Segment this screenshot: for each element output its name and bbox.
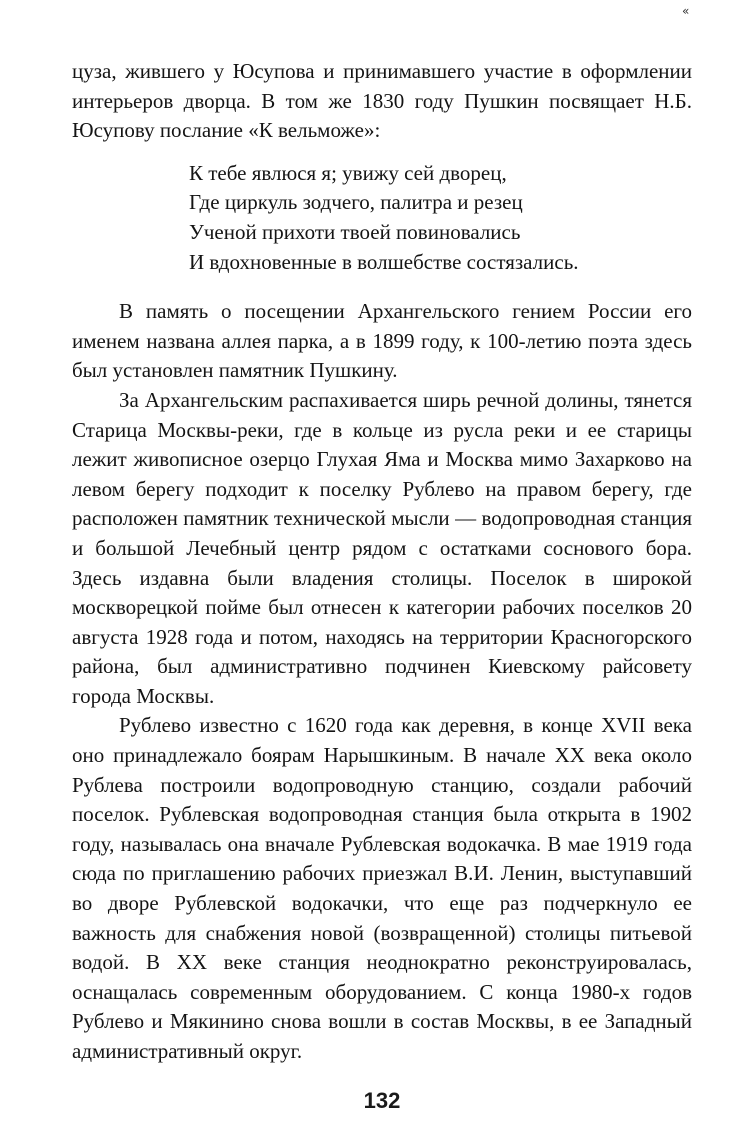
poem-line: К тебе явлюся я; увижу сей дворец, bbox=[189, 160, 507, 185]
paragraph-rublevo-valley: За Архангельским распахивается ширь речной долины, тянется Старица Москвы-реки, где в кольце из русла реки и ее старицы лежит живописное озерцо Глухая Яма и Москва мимо Захарково на левом берегу подходит к поселку Рублево на правом берегу, где расположен памятник технической мысли — водопроводная станция и большой Лечебный центр рядом с остатками соснового бора. Здесь издавна были владения столицы. Поселок в широкой москворецкой пойме был отнесен к категории рабочих поселков 20 августа 1928 года и потом, находясь на территории Красногорского района, был административно подчинен Киевскому райсовету города Москвы. bbox=[72, 387, 692, 708]
paragraph-pushkin-alley: В память о посещении Архангельского гением России его именем названа аллея парка, а в 1899 году, к 100-летию поэта здесь был установлен памятник Пушкину. bbox=[72, 299, 692, 383]
paragraph-rublevo-history: Рублево известно с 1620 года как деревня, в конце XVII века оно принадлежало боярам Нарышкиным. В начале XX века около Рублева построили водопроводную станцию, создали рабочий поселок. Рублевская водопроводная станция была открыта в 1902 году, называлась она вначале Рублевская водокачка. В мае 1919 года сюда по приглашению рабочих приезжал В.И. Ленин, выступавший во дворе Рублевской водокачки, что еще раз подчеркнуло ее важность для снабжения новой (возвращенной) столицы питьевой водой. В XX веке станция неоднократно реконструировалась, оснащалась современным оборудованием. С конца 1980-х годов Рублево и Мякинино снова вошли в состав Москвы, в ее Западный административный округ. bbox=[72, 713, 692, 1063]
body-text bbox=[72, 57, 692, 1067]
corner-mark: « bbox=[682, 4, 690, 18]
poem-line: И вдохновенные в волшебстве состязались. bbox=[189, 249, 579, 274]
poem-line: Ученой прихоти твоей повиновались bbox=[189, 219, 521, 244]
paragraph-continued: цуза, жившего у Юсупова и принимавшего участие в оформлении интерьеров дворца. В том же 1830 году Пушкин посвящает Н.Б. Юсупову послание «К вельможе»: bbox=[72, 59, 692, 143]
poem-quote bbox=[189, 159, 692, 277]
poem-line: Где циркуль зодчего, палитра и резец bbox=[189, 190, 523, 215]
page-number: 132 bbox=[363, 1088, 401, 1113]
book-page bbox=[72, 0, 692, 1148]
